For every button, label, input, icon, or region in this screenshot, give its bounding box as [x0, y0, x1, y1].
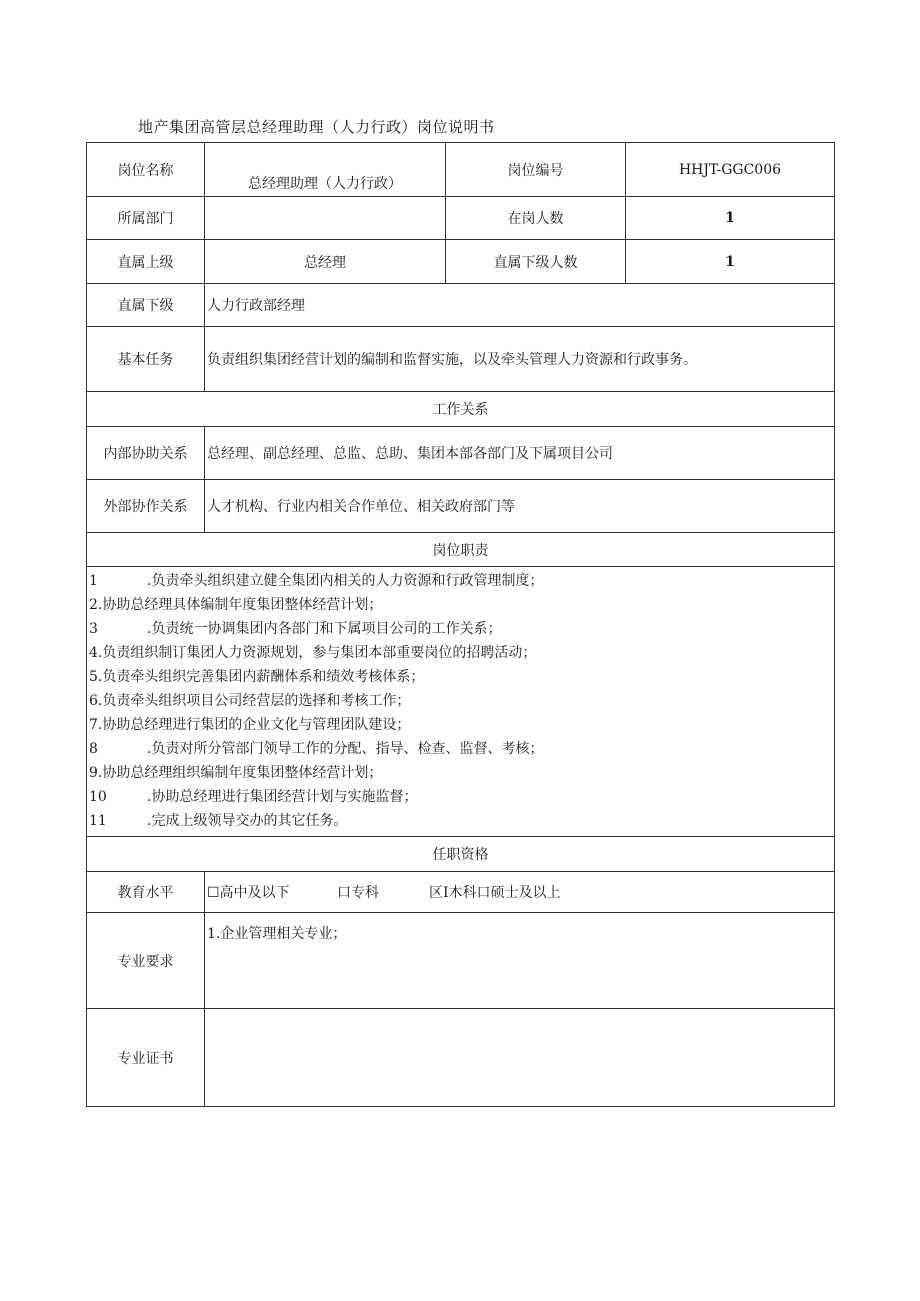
- job-description-table: [86, 142, 835, 1107]
- basic-task-label: 基本任务: [87, 327, 205, 392]
- duty-item: 3 .负责统一协调集团内各部门和下属项目公司的工作关系；: [89, 621, 502, 637]
- row-department: [87, 197, 835, 240]
- duties-section-title: 岗位职责: [87, 533, 835, 567]
- position-code-value: HHJT-GGC006: [626, 143, 835, 197]
- row-superior: [87, 240, 835, 284]
- education-label: 教育水平: [87, 872, 205, 913]
- duty-item: 11 .完成上级领导交办的其它任务。: [89, 813, 348, 829]
- duties-list: [87, 567, 835, 837]
- education-option-bachelor-master[interactable]: 区I木科口硕士及以上: [429, 885, 561, 901]
- duty-item: 9 .协助总经理组织编制年度集团整体经营计划；: [89, 765, 383, 781]
- certificate-value: [205, 1009, 835, 1107]
- major-label: 专业要求: [87, 913, 205, 1009]
- row-subordinate: [87, 284, 835, 327]
- document-title: 地产集团高管层总经理助理（人力行政）岗位说明书: [138, 118, 495, 136]
- duty-item: 7 .协助总经理进行集团的企业文化与管理团队建设；: [89, 717, 411, 733]
- subordinate-count-value: 1: [626, 240, 835, 284]
- external-relations-value: 人才机构、行业内相关合作单位、相关政府部门等: [205, 480, 835, 533]
- headcount-label: 在岗人数: [446, 197, 626, 240]
- row-position-name: [87, 143, 835, 197]
- duty-item: 5 .负责牵头组织完善集团内薪酬体系和绩效考核体系；: [89, 669, 425, 685]
- department-label: 所属部门: [87, 197, 205, 240]
- duty-item: 8 .负责对所分管部门领导工作的分配、指导、检查、监督、考核；: [89, 741, 544, 757]
- row-education: [87, 872, 835, 913]
- superior-label: 直属上级: [87, 240, 205, 284]
- education-options: [205, 872, 835, 913]
- education-option-highschool[interactable]: ☐高中及以下: [207, 885, 290, 901]
- duty-item: 2 .协助总经理具体编制年度集团整体经营计划；: [89, 597, 383, 613]
- headcount-value: 1: [626, 197, 835, 240]
- row-relations-header: [87, 392, 835, 427]
- superior-value: 总经理: [205, 240, 446, 284]
- duty-item: 1 .负责牵头组织建立健全集团内相关的人力资源和行政管理制度；: [89, 573, 544, 589]
- subordinate-count-label: 直属下级人数: [446, 240, 626, 284]
- row-major: [87, 913, 835, 1009]
- internal-relations-label: 内部协助关系: [87, 427, 205, 480]
- relations-section-title: 工作关系: [87, 392, 835, 427]
- qualifications-section-title: 任职资格: [87, 837, 835, 872]
- department-value: [205, 197, 446, 240]
- row-external-relations: [87, 480, 835, 533]
- internal-relations-value: 总经理、副总经理、总监、总助、集团本部各部门及下属项目公司: [205, 427, 835, 480]
- row-qualifications-header: [87, 837, 835, 872]
- duty-item: 6 .负责牵头组织项目公司经营层的选择和考核工作；: [89, 693, 411, 709]
- duty-item: 4 .负责组织制订集团人力资源规划，参与集团本部重要岗位的招聘活动；: [89, 645, 537, 661]
- row-certificate: [87, 1009, 835, 1107]
- certificate-label: 专业证书: [87, 1009, 205, 1107]
- row-duties-header: [87, 533, 835, 567]
- position-code-label: 岗位编号: [446, 143, 626, 197]
- position-name-value: 总经理助理（人力行政）: [205, 143, 446, 197]
- external-relations-label: 外部协作关系: [87, 480, 205, 533]
- row-basic-task: [87, 327, 835, 392]
- position-name-label: 岗位名称: [87, 143, 205, 197]
- subordinate-label: 直属下级: [87, 284, 205, 327]
- basic-task-value: 负责组织集团经营计划的编制和监督实施，以及牵头管理人力资源和行政事务。: [205, 327, 835, 392]
- education-option-college[interactable]: 口专科: [337, 885, 379, 901]
- row-internal-relations: [87, 427, 835, 480]
- row-duties: [87, 567, 835, 837]
- subordinate-value: 人力行政部经理: [205, 284, 835, 327]
- major-value: 1.企业管理相关专业；: [205, 913, 835, 1009]
- duty-item: 10 .协助总经理进行集团经营计划与实施监督；: [89, 789, 418, 805]
